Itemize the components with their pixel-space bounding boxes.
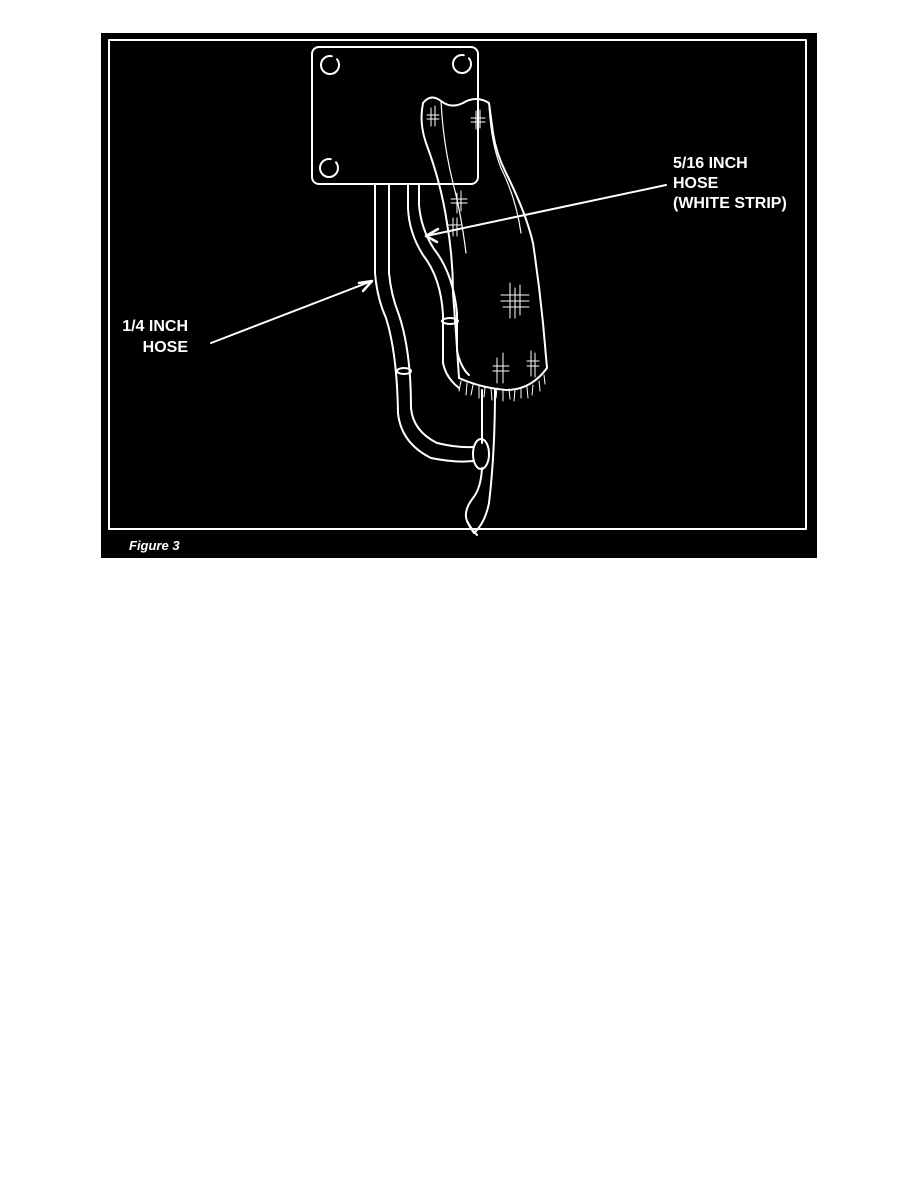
figure-3 [101, 33, 817, 558]
inner-frame [109, 40, 806, 529]
callout-label-five-sixteenth-inch-hose [673, 154, 787, 214]
callout-arrow-quarter-inch [211, 281, 372, 343]
figure-caption: Figure 3 [129, 538, 180, 553]
outlet-hose [466, 390, 495, 535]
callout-line: 1/4 INCH [122, 318, 188, 335]
callout-line: (WHITE STRIP) [673, 195, 787, 212]
callout-label-quarter-inch-hose [112, 316, 188, 358]
callout-line: HOSE [142, 339, 188, 356]
callout-line: HOSE [673, 175, 719, 192]
hose-routing-illustration [101, 33, 817, 558]
mounting-plate [312, 47, 478, 184]
protective-sleeve [422, 97, 547, 401]
callout-arrow-five-sixteenth [426, 185, 666, 242]
callout-line: 5/16 INCH [673, 155, 748, 172]
tee-connector [473, 439, 489, 469]
